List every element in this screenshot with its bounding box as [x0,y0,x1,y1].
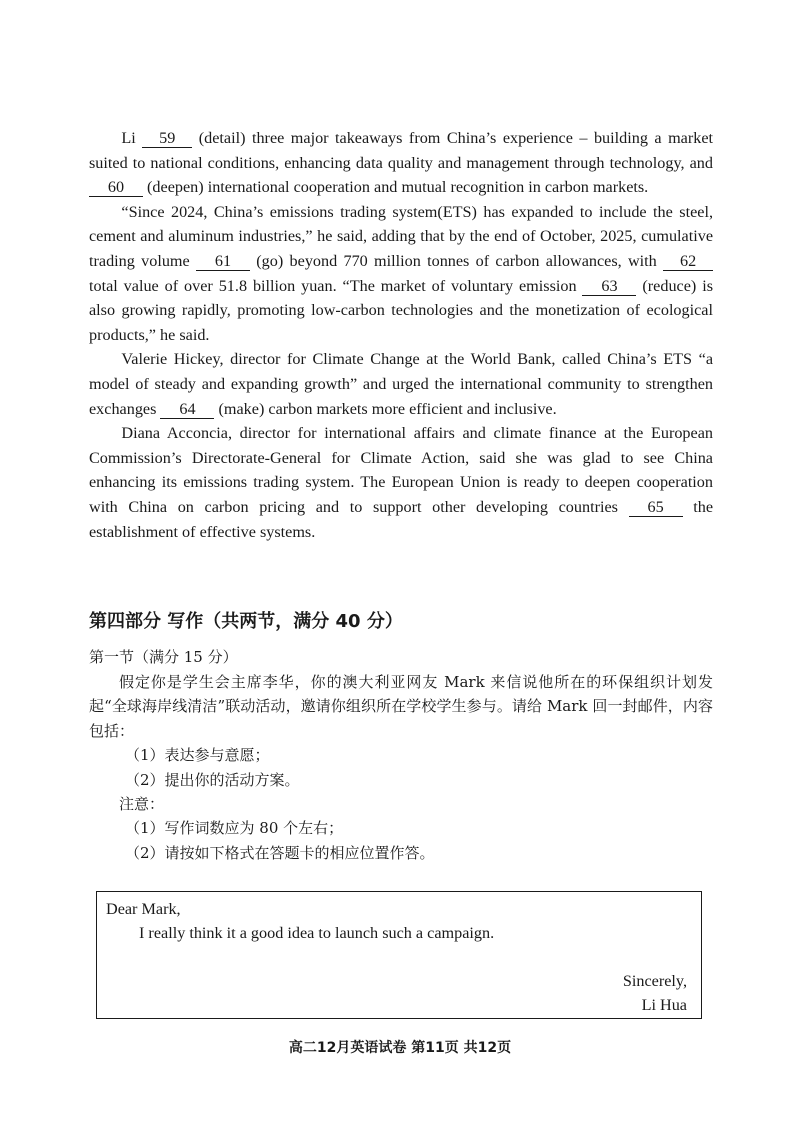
page-footer: 高二12月英语试卷 第11页 共12页 [288,1040,512,1056]
passage-text: (detail) three major takeaways from China’s experience – building a market suited to national conditions, enhancing data quality and management through technology, and [89,129,714,172]
blank-63: 63 [582,277,636,296]
passage-paragraph-1 [89,126,713,200]
task-note: （2）请按如下格式在答题卡的相应位置作答。 [125,843,435,862]
passage-paragraph-2 [89,200,713,348]
blank-65: 65 [629,498,683,517]
task-prompt: 假定你是学生会主席李华，你的澳大利亚网友 Mark 来信说他所在的环保组织计划发起“全球海岸线清洁”联动活动，邀请你组织所在学校学生参与。请给 Mark 回一封邮件，内容包括： [89,673,713,740]
passage-text: (make) carbon markets more efficient and inclusive. [218,399,557,418]
passage-paragraph-4 [89,421,713,544]
letter-template-box [96,891,702,1019]
passage-text: Diana Acconcia, director for international affairs and climate finance at the European Commission’s Directorate-General for Climate Action, said she was glad to see China enhancing its emissions trading system. The European Union is ready to deepen cooperation with China on carbon pricing and to support other developing countries [89,424,713,516]
passage-text: total value of over 51.8 billion yuan. “The market of voluntary emission [89,276,577,295]
blank-64: 64 [160,400,214,419]
letter-signature: Li Hua [641,996,687,1014]
task-note: （1）写作词数应为 80 个左右； [125,819,344,838]
passage-text: “Since 2024, China’s emissions trading system(ETS) has expanded to include the steel, cement and aluminum industries,” he said, adding that by the end of October, 2025, cumulative trading volume [89,202,713,270]
reading-passage [89,126,713,544]
blank-59: 59 [142,129,192,148]
letter-closing: Sincerely, [622,972,687,990]
task-requirement: （1）表达参与意愿； [125,746,270,765]
letter-greeting: Dear Mark, [106,900,181,918]
letter-opening-line: I really think it a good idea to launch such a campaign. [139,924,495,942]
section-title: 第四部分 写作（共两节，满分 40 分） [89,611,403,632]
writing-task [89,670,713,865]
task-requirement: （2）提出你的活动方案。 [125,770,300,789]
blank-60: 60 [89,178,143,197]
passage-lead: Li [121,129,136,147]
passage-paragraph-3 [89,347,713,421]
sub-section-title: 第一节（满分 15 分） [89,648,238,666]
passage-text: Valerie Hickey, director for Climate Change at the World Bank, called China’s ETS “a model of steady and expanding growth” and urged the international community to strengthen exchanges [89,350,713,418]
passage-text: (deepen) international cooperation and mutual recognition in carbon markets. [147,178,649,197]
blank-61: 61 [196,252,250,271]
passage-text: (reduce) is also growing rapidly, promoting low-carbon technologies and the monetization of ecological products,” he said. [89,276,714,344]
blank-62: 62 [663,252,713,271]
passage-text: (go) beyond 770 million tonnes of carbon allowances, with [256,251,657,270]
notes-label: 注意： [119,795,165,814]
passage-text: the establishment of effective systems. [89,497,714,541]
